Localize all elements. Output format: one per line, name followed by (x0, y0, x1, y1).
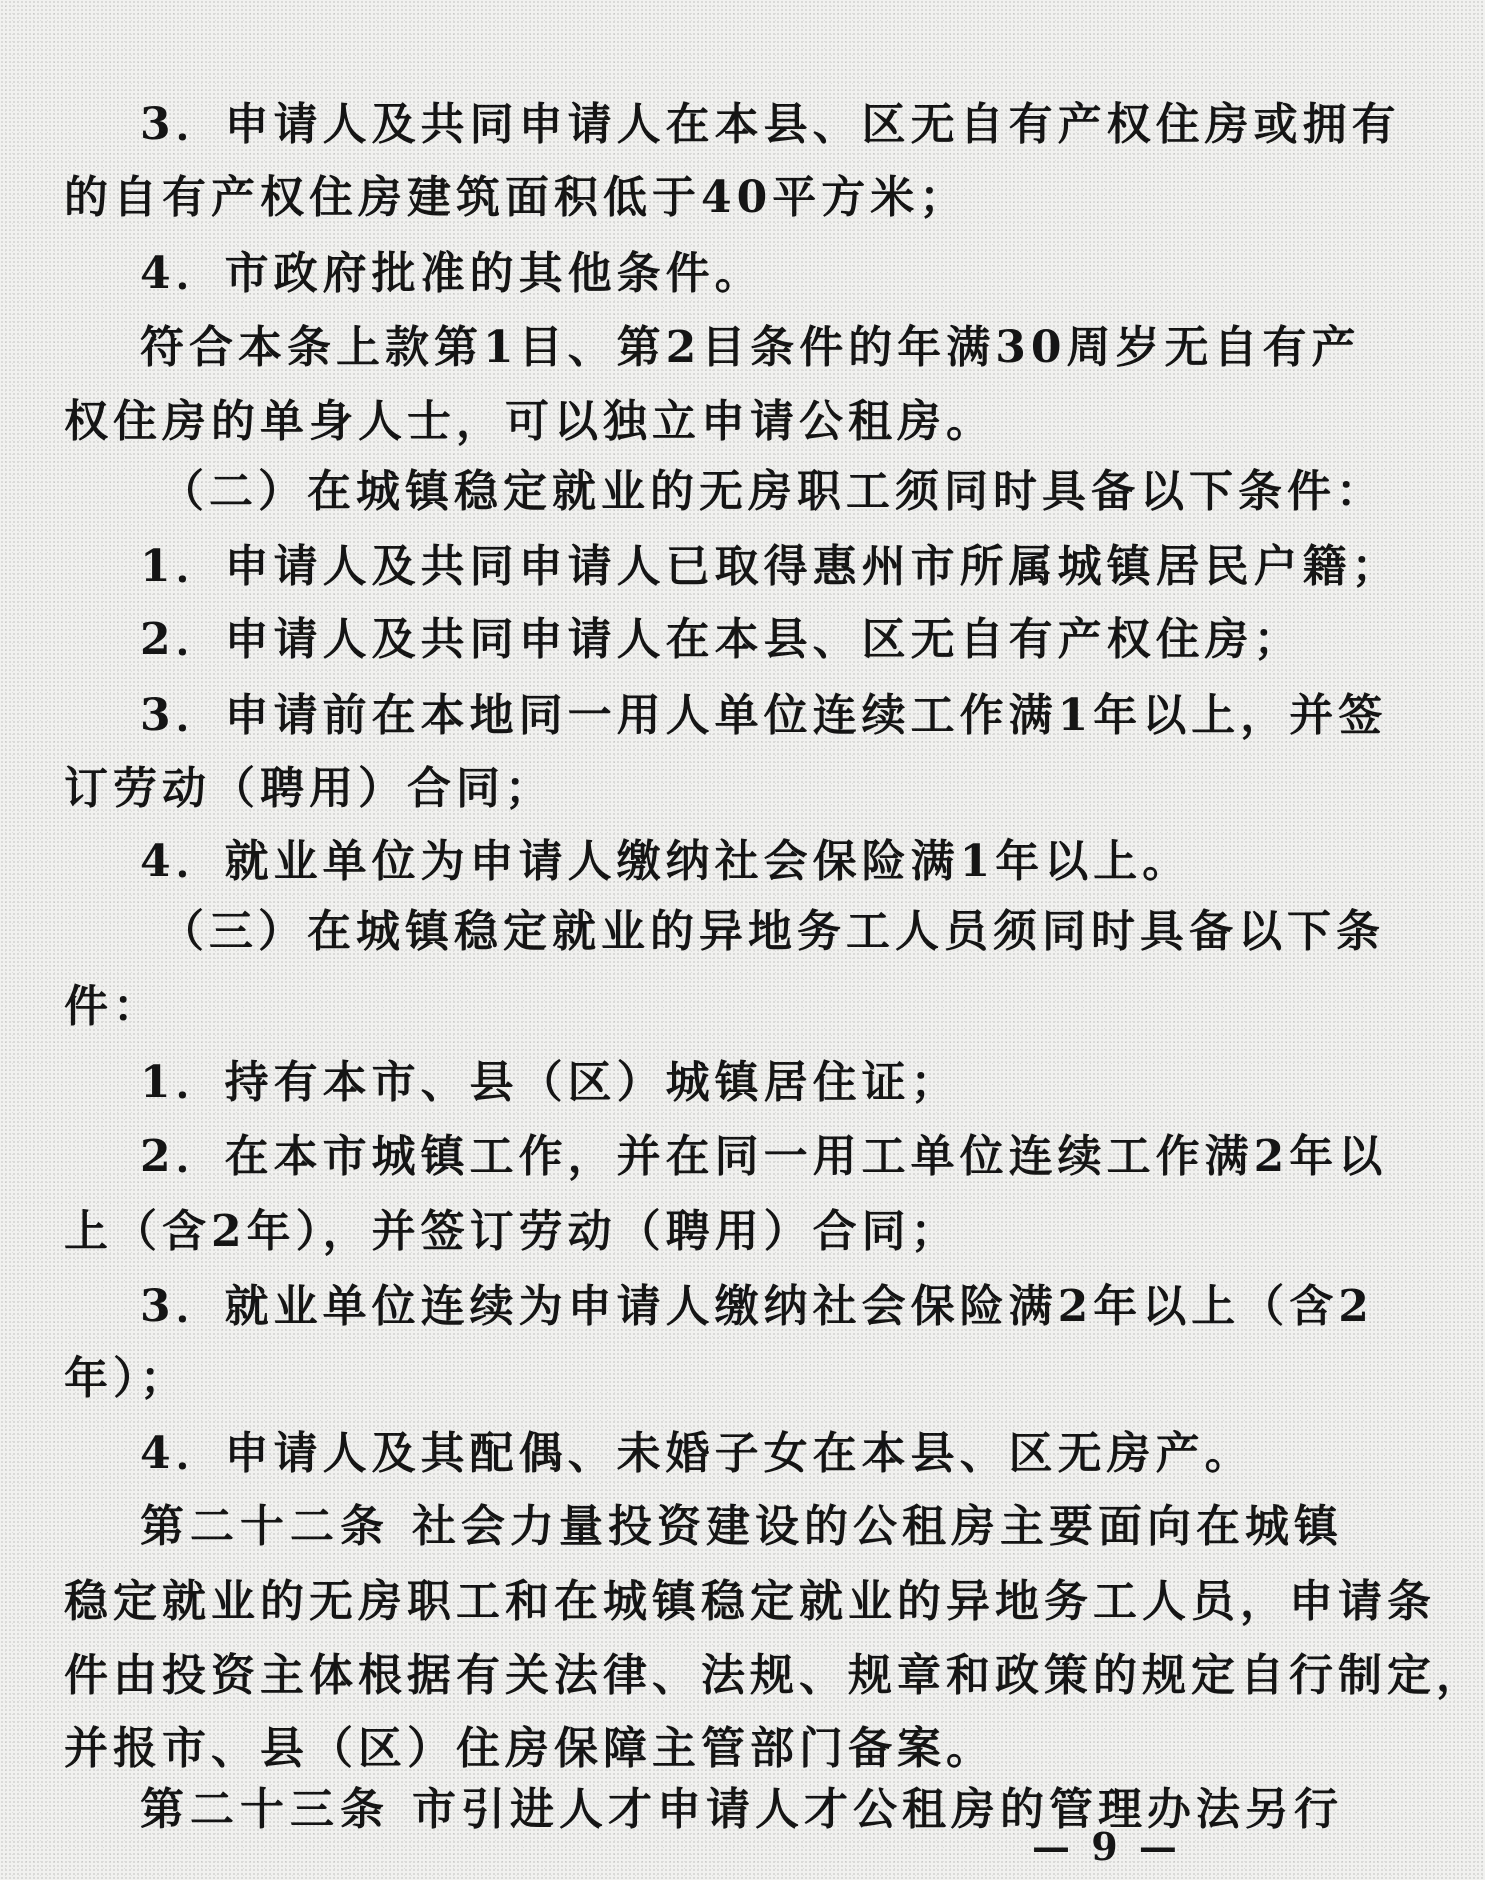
article-22-line (140, 1501, 1343, 1552)
text-line-22: 件由投资主体根据有关法律、法规、规章和政策的规定自行制定， (64, 1650, 1485, 1701)
text-line-7: 1．申请人及共同申请人已取得惠州市所属城镇居民户籍； (140, 541, 1401, 592)
text-line-10: 订劳动（聘用）合同； (64, 763, 554, 814)
text-line-17: 3．就业单位连续为申请人缴纳社会保险满2年以上（含2 (140, 1281, 1374, 1332)
text-line-11: 4．就业单位为申请人缴纳社会保险满1年以上。 (140, 836, 1192, 887)
page-number: — 9 — (1032, 1824, 1181, 1869)
text-line-18: 年）； (64, 1353, 189, 1404)
text-line-14: 1．持有本市、县（区）城镇居住证； (140, 1057, 960, 1108)
text-line-15: 2．在本市城镇工作，并在同一用工单位连续工作满2年以 (140, 1131, 1388, 1182)
text-line-13: 件： (64, 981, 162, 1032)
text-line-23: 并报市、县（区）住房保障主管部门备案。 (64, 1723, 995, 1774)
article-23-text: 市引进人才申请人才公租房的管理办法另行 (412, 1784, 1343, 1835)
text-line-2: 的自有产权住房建筑面积低于40平方米； (64, 172, 969, 223)
text-line-4: 符合本条上款第1目、第2目条件的年满30周岁无自有产 (140, 322, 1361, 373)
text-line-6: （二）在城镇稳定就业的无房职工须同时具备以下条件： (160, 466, 1385, 517)
text-line-3: 4．市政府批准的其他条件。 (140, 248, 764, 299)
article-22-title: 第二十二条 (140, 1501, 390, 1552)
text-line-1: 3．申请人及共同申请人在本县、区无自有产权住房或拥有 (140, 99, 1401, 150)
text-line-21: 稳定就业的无房职工和在城镇稳定就业的异地务工人员，申请条 (64, 1576, 1436, 1627)
text-line-19: 4．申请人及其配偶、未婚子女在本县、区无房产。 (140, 1428, 1254, 1479)
text-line-12: （三）在城镇稳定就业的异地务工人员须同时具备以下条 (160, 906, 1385, 957)
text-line-8: 2．申请人及共同申请人在本县、区无自有产权住房； (140, 614, 1303, 665)
text-line-16: 上（含2年），并签订劳动（聘用）合同； (64, 1206, 960, 1257)
text-line-5: 权住房的单身人士，可以独立申请公租房。 (64, 396, 995, 447)
article-22-text: 社会力量投资建设的公租房主要面向在城镇 (412, 1501, 1343, 1552)
text-line-9: 3．申请前在本地同一用人单位连续工作满1年以上，并签 (140, 690, 1388, 741)
article-23-title: 第二十三条 (140, 1784, 390, 1835)
